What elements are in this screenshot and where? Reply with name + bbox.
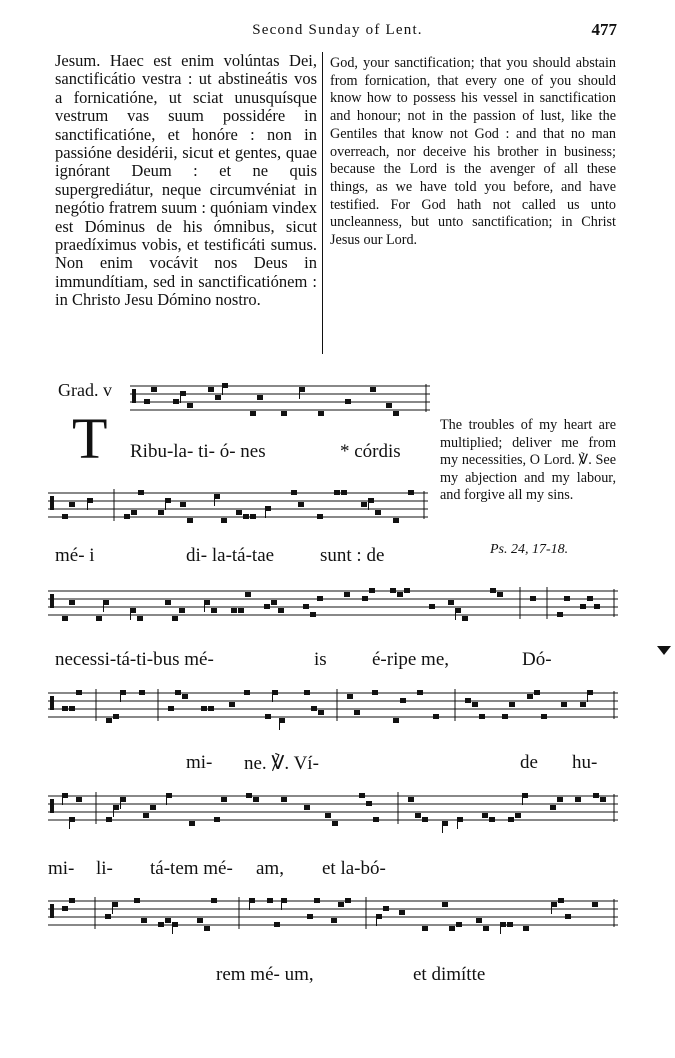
neume [168, 706, 174, 711]
neume [253, 797, 259, 802]
neume [265, 714, 271, 719]
neume [372, 690, 378, 695]
lyric-syllables: et la-bó- [322, 858, 386, 879]
neume [442, 902, 448, 907]
neume [482, 813, 488, 818]
neume [187, 403, 193, 408]
clef [132, 389, 136, 403]
neume [429, 604, 435, 609]
neume [462, 616, 468, 621]
neume [483, 926, 489, 931]
neume [143, 813, 149, 818]
neume [314, 898, 320, 903]
neume [238, 608, 244, 613]
chant-staff-3 [48, 585, 618, 635]
neume [334, 490, 340, 495]
neume [231, 608, 237, 613]
lyric-syllables: is [314, 649, 327, 670]
neume [175, 690, 181, 695]
lyric-syllables: hu- [572, 752, 598, 773]
neume [271, 600, 277, 605]
margin-mark [657, 646, 671, 655]
neume [557, 797, 563, 802]
neume [331, 918, 337, 923]
neume [151, 387, 157, 392]
neume [278, 608, 284, 613]
neume [507, 922, 513, 927]
lyric-syllables: di- la-tá-tae [186, 545, 275, 566]
lyric-syllables: Dó- [522, 649, 552, 670]
epistle-latin-column [55, 52, 317, 310]
lyric-syllables: necessi-tá-ti-bus mé- [55, 649, 214, 670]
neume [62, 616, 68, 621]
neume [386, 403, 392, 408]
neume [515, 813, 521, 818]
lyric-syllables: de [520, 752, 538, 773]
neume [344, 592, 350, 597]
neume [383, 906, 389, 911]
clef [50, 496, 54, 510]
neume [530, 596, 536, 601]
neume [158, 922, 164, 927]
chant-staff-4 [48, 687, 618, 737]
neume [594, 604, 600, 609]
neume [138, 490, 144, 495]
neume [534, 690, 540, 695]
gradual-translation: The troubles of my heart are multiplied; deliver me from my necessities, O Lord. ℣. See my abjection and my labour, and forgive all my sins. [440, 417, 616, 503]
neume [173, 399, 179, 404]
neume [257, 395, 263, 400]
neume [592, 902, 598, 907]
neume [422, 817, 428, 822]
neume [158, 510, 164, 515]
neume [124, 514, 130, 519]
neume [131, 510, 137, 515]
neume [354, 710, 360, 715]
neume [600, 797, 606, 802]
neume [448, 600, 454, 605]
neume [250, 514, 256, 519]
neume [221, 797, 227, 802]
chant-staff-6 [48, 895, 618, 945]
neume [76, 690, 82, 695]
neume [375, 510, 381, 515]
chant-staff-1 [130, 380, 430, 430]
neume [274, 922, 280, 927]
chant-staff-5 [48, 790, 618, 840]
neume [373, 817, 379, 822]
neume [304, 690, 310, 695]
neume [558, 898, 564, 903]
neume [361, 502, 367, 507]
neume [541, 714, 547, 719]
neume [106, 817, 112, 822]
clef [50, 594, 54, 608]
neume [508, 817, 514, 822]
lyric-syllables: rem mé- um, [216, 964, 314, 985]
neume [113, 714, 119, 719]
neume [332, 821, 338, 826]
neume [593, 793, 599, 798]
neume [580, 604, 586, 609]
lyric-syllables: mi- [186, 752, 213, 773]
neume [433, 714, 439, 719]
neume [307, 914, 313, 919]
neume [281, 797, 287, 802]
neume [550, 805, 556, 810]
neume [523, 926, 529, 931]
neume [197, 918, 203, 923]
neume [134, 898, 140, 903]
lyric-syllables: mé- i [55, 545, 95, 566]
neume [76, 797, 82, 802]
neume [325, 813, 331, 818]
neume [150, 805, 156, 810]
neume [370, 387, 376, 392]
neume [345, 898, 351, 903]
neume [244, 690, 250, 695]
lyric-syllables: * córdis [340, 441, 401, 462]
lyric-syllables: am, [256, 858, 284, 879]
neume [180, 502, 186, 507]
neume [311, 706, 317, 711]
neume [144, 399, 150, 404]
neume [580, 702, 586, 707]
neume [69, 898, 75, 903]
neume [246, 793, 252, 798]
neume [264, 604, 270, 609]
neume [400, 698, 406, 703]
column-divider [322, 52, 323, 354]
lyric-syllables: et dimítte [413, 964, 486, 985]
neume [69, 600, 75, 605]
neume [557, 612, 563, 617]
psalm-reference: Ps. 24, 17-18. [490, 542, 569, 557]
neume [69, 502, 75, 507]
neume [106, 718, 112, 723]
neume [243, 514, 249, 519]
neume [497, 592, 503, 597]
neume [422, 926, 428, 931]
neume [221, 518, 227, 523]
neume [565, 914, 571, 919]
neume [359, 793, 365, 798]
neume [341, 490, 347, 495]
neume [489, 817, 495, 822]
neume [366, 801, 372, 806]
lyric-syllables: sunt : de [320, 545, 385, 566]
lyric-syllables: li- [96, 858, 113, 879]
neume [393, 718, 399, 723]
neume [201, 706, 207, 711]
neume [415, 813, 421, 818]
gradual-label-text: Grad. [58, 380, 99, 400]
neume [564, 596, 570, 601]
neume [479, 714, 485, 719]
neume [408, 490, 414, 495]
neume [399, 910, 405, 915]
clef [50, 799, 54, 813]
neume [298, 502, 304, 507]
neume [96, 616, 102, 621]
neume [304, 805, 310, 810]
neume [62, 706, 68, 711]
lyric-syllables: Ribu-la- ti- ó- nes [130, 441, 266, 462]
neume [408, 797, 414, 802]
neume [229, 702, 235, 707]
neume [245, 592, 251, 597]
clef [50, 904, 54, 918]
running-header-title: Second Sunday of Lent. [252, 22, 423, 38]
neume [393, 411, 399, 416]
page-number: 477 [591, 20, 617, 39]
neume [465, 698, 471, 703]
epistle-english-column [330, 55, 616, 250]
chant-staff-2 [48, 487, 428, 537]
epistle-english-text: God, your sanctification; that you should abstain from fornication, that every one of you should know how to possess his vessel in sanctification and honour; not in the passion of lust, like the Gentiles that know not God : and that no man overreach, nor deceive his brother in business; because the Lord is the avenger of all these things, as we have told you before, and have testified. For God hath not called us unto uncleanness, but unto sanctification; in Christ Jesus our Lord. [330, 55, 616, 249]
neume [390, 588, 396, 593]
neume [362, 596, 368, 601]
neume [62, 514, 68, 519]
neume [250, 411, 256, 416]
neume [211, 898, 217, 903]
neume [310, 612, 316, 617]
clef [50, 696, 54, 710]
neume [397, 592, 403, 597]
neume [317, 596, 323, 601]
neume [281, 411, 287, 416]
neume [141, 918, 147, 923]
epistle-latin-text: Jesum. Haec est enim volúntas Dei, sanctificátio vestra : ut abstineátis vos a fornicatióne, ut sciat unusquísque vestrum vas suum possidére in sanctificatióne, et honóre : non in passióne desidérii, sicut et gentes, quae ignórant Deum : et ne quis supergrediátur, neque circumvéniat in negótio fratrem suum : quóniam vindex est Dóminus de his ómnibus, sicut praedíximus vobis, et testificáti sumus. Non enim vocávit nos Deus in immundítiam, sed in sanctificatiónem : in Christo Jesu Dómino nostro. [55, 51, 317, 310]
neume [137, 616, 143, 621]
neume [62, 906, 68, 911]
neume [338, 902, 344, 907]
lyric-syllables: mi- [48, 858, 75, 879]
neume [215, 395, 221, 400]
neume [172, 616, 178, 621]
lyric-syllables: tá-tem mé- [150, 858, 233, 879]
neume [165, 600, 171, 605]
neume [587, 596, 593, 601]
neume [476, 918, 482, 923]
neume [187, 518, 193, 523]
neume [404, 588, 410, 593]
neume [291, 490, 297, 495]
neume [204, 926, 210, 931]
neume [449, 926, 455, 931]
neume [69, 706, 75, 711]
neume [369, 588, 375, 593]
neume [393, 518, 399, 523]
neume [575, 797, 581, 802]
neume [182, 694, 188, 699]
neume [490, 588, 496, 593]
neume [179, 608, 185, 613]
lyric-syllables: ne. ℣. Ví- [244, 753, 319, 774]
neume [561, 702, 567, 707]
neume [105, 914, 111, 919]
neume [318, 411, 324, 416]
neume [236, 510, 242, 515]
neume [303, 604, 309, 609]
neume [345, 399, 351, 404]
neume [417, 690, 423, 695]
neume [267, 898, 273, 903]
neume [509, 702, 515, 707]
neume [317, 514, 323, 519]
neume [456, 922, 462, 927]
neume [318, 710, 324, 715]
lyric-syllables: é-ripe me, [372, 649, 450, 670]
neume [189, 821, 195, 826]
neume [211, 608, 217, 613]
neume [139, 690, 145, 695]
neume [165, 918, 171, 923]
neume [472, 702, 478, 707]
neume [214, 817, 220, 822]
neume [527, 694, 533, 699]
neume [208, 387, 214, 392]
gradual-label [58, 380, 112, 401]
neume [208, 706, 214, 711]
neume [347, 694, 353, 699]
mode-numeral: v [102, 380, 112, 400]
neume [502, 714, 508, 719]
drop-cap: T [72, 406, 108, 471]
